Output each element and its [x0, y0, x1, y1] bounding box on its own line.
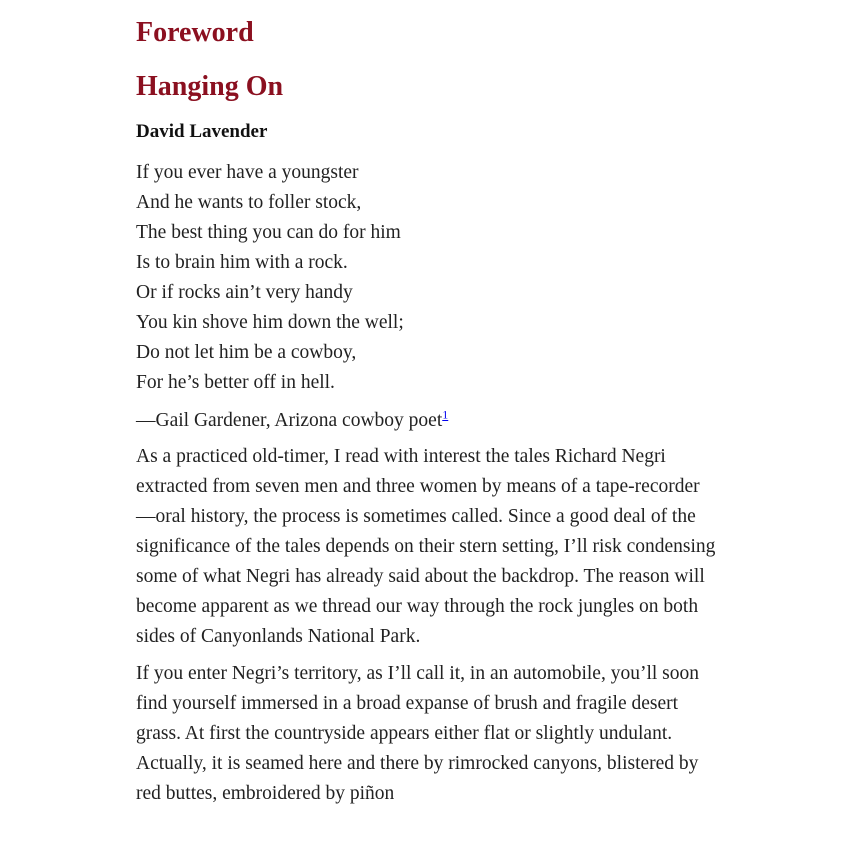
poem-epigraph — [136, 158, 716, 398]
footnote-marker — [442, 408, 448, 422]
section-label: Foreword — [136, 17, 254, 48]
footnote-link[interactable]: 1 — [442, 407, 449, 422]
attribution-text: —Gail Gardener, Arizona cowboy poet — [136, 410, 443, 431]
poem-attribution — [136, 406, 716, 436]
body-paragraph: As a practiced old-timer, I read with interest the tales Richard Negri extracted from seven men and three women by means of a tape-recorder—oral history, the process is sometimes called. Since a good deal of the significance of the tales depends on their stern setting, I’ll risk condensing some of what Negri has already said about the backdrop. The reason will become apparent as we thread our way through the rock jungles on both sides of Canyonlands National Park. — [136, 446, 716, 647]
poem-line: Is to brain him with a rock. — [136, 252, 348, 273]
document-content — [136, 16, 716, 809]
poem-line: If you ever have a youngster — [136, 162, 359, 183]
poem-line: Do not let him be a cowboy, — [136, 342, 357, 363]
poem-line: And he wants to foller stock, — [136, 192, 362, 213]
poem-line: You kin shove him down the well; — [136, 312, 404, 333]
author-name: David Lavender — [136, 121, 268, 142]
poem-line: Or if rocks ain’t very handy — [136, 282, 353, 303]
body-paragraph: If you enter Negri’s territory, as I’ll call it, in an automobile, you’ll soon find yourself immersed in a broad expanse of brush and fragile desert grass. At first the countryside appears either flat or slightly undulant. Actually, it is seamed here and there by rimrocked canyons, blistered by red buttes, embroidered by piñon — [136, 663, 700, 804]
chapter-title: Hanging On — [136, 71, 284, 102]
poem-line: The best thing you can do for him — [136, 222, 401, 243]
poem-line: For he’s better off in hell. — [136, 372, 335, 393]
